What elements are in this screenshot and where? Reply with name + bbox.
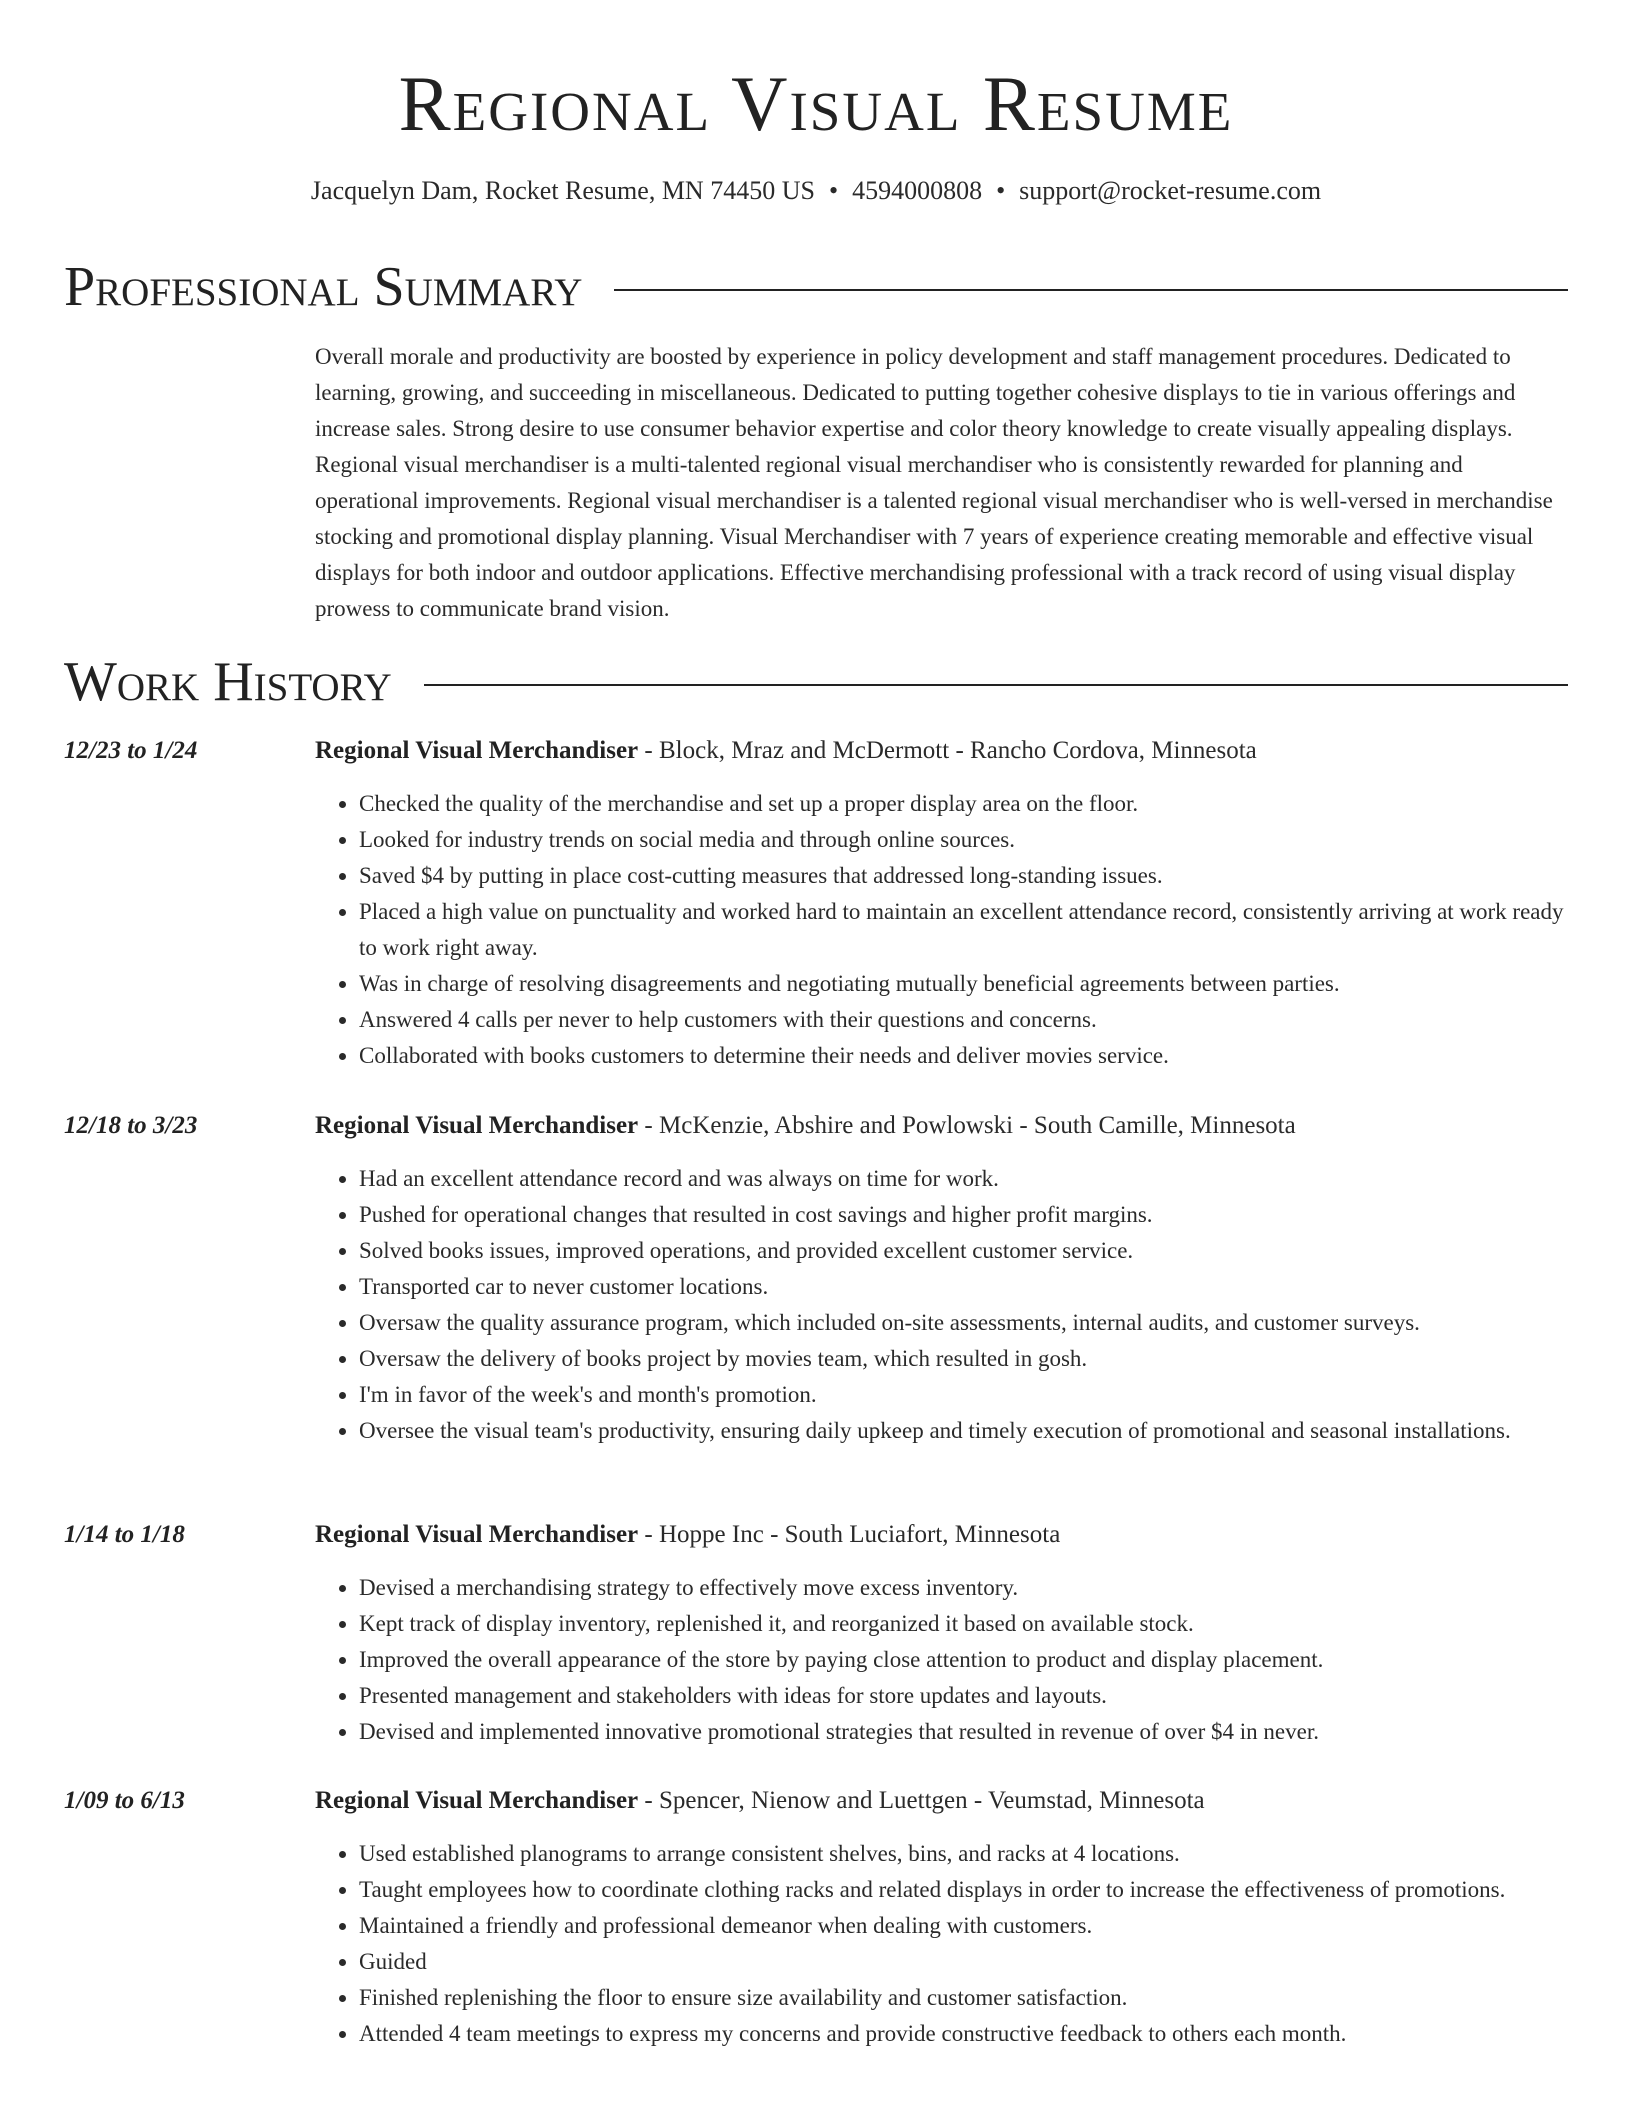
- job-bullet-list: [315, 1836, 1568, 2052]
- job-bullet: • Devised and implemented innovative promotional strategies that resulted in revenue of over $4 in never.: [359, 1714, 1568, 1750]
- professional-summary-text: Overall morale and productivity are boosted by experience in policy development and staff management procedures. Dedicated to learning, growing, and succeeding in miscellaneous. Dedicated to putting together cohesive displays to tie in various offerings and increase sales. Strong desire to use consumer behavior expertise and color theory knowledge to create visually appealing displays. Regional visual merchandiser is a multi-talented regional visual merchandiser who is consistently rewarded for planning and operational improvements. Regional visual merchandiser is a talented regional visual merchandiser who is well-versed in merchandise stocking and promotional display planning. Visual Merchandiser with 7 years of experience creating memorable and effective visual displays for both indoor and outdoor applications. Effective merchandising professional with a track record of using visual display prowess to communicate brand vision.: [315, 344, 1553, 621]
- section-divider: [424, 684, 1568, 686]
- contact-email: support@rocket-resume.com: [1019, 176, 1322, 205]
- job-bullet: • Placed a high value on punctuality and worked hard to maintain an excellent attendance record, consistently arriving at work ready to work right away.: [359, 894, 1568, 966]
- job-bullet: • Transported car to never customer locations.: [359, 1269, 1568, 1305]
- job-title: Regional Visual Merchandiser: [315, 737, 639, 764]
- work-section-title: Work History: [64, 651, 392, 713]
- contact-separator: •: [828, 176, 839, 205]
- job-bullet: • Solved books issues, improved operations, and provided excellent customer service.: [359, 1233, 1568, 1269]
- summary-section-header: [64, 255, 1568, 319]
- job-bullet: • Pushed for operational changes that resulted in cost savings and higher profit margins.: [359, 1197, 1568, 1233]
- contact-separator: •: [996, 176, 1006, 205]
- job-details: - Block, Mraz and McDermott - Rancho Cordova, Minnesota: [638, 737, 1257, 764]
- job-bullet: • Oversaw the quality assurance program, which included on-site assessments, internal audits, and customer surveys.: [359, 1305, 1568, 1341]
- job-heading: [315, 1784, 1568, 1818]
- job-bullet: • Kept track of display inventory, replenished it, and reorganized it based on available stock.: [359, 1606, 1568, 1642]
- job-title: Regional Visual Merchandiser: [315, 1112, 639, 1139]
- job-details: - McKenzie, Abshire and Powlowski - South Camille, Minnesota: [638, 1112, 1296, 1139]
- resume-title: Regional Visual Resume: [398, 60, 1234, 147]
- job-entry: [64, 1518, 1568, 1750]
- job-bullet: • Oversee the visual team's productivity, ensuring daily upkeep and timely execution of promotional and seasonal installations.: [359, 1413, 1568, 1449]
- job-dates: 1/14 to 1/18: [64, 1521, 185, 1548]
- contact-address: Jacquelyn Dam, Rocket Resume, MN 74450 US: [310, 176, 815, 205]
- job-title: Regional Visual Merchandiser: [315, 1521, 639, 1548]
- job-bullet: • I'm in favor of the week's and month's promotion.: [359, 1377, 1568, 1413]
- job-title: Regional Visual Merchandiser: [315, 1787, 639, 1814]
- job-bullet: • Answered 4 calls per never to help customers with their questions and concerns.: [359, 1002, 1568, 1038]
- summary-section-title: Professional Summary: [64, 256, 583, 318]
- job-dates: 12/23 to 1/24: [64, 737, 198, 764]
- job-bullet-list: [315, 786, 1568, 1074]
- job-bullet: • Guided: [359, 1944, 1568, 1980]
- job-bullet: • Had an excellent attendance record and was always on time for work.: [359, 1161, 1568, 1197]
- job-entry: [64, 734, 1568, 1074]
- job-bullet: • Collaborated with books customers to determine their needs and deliver movies service.: [359, 1038, 1568, 1074]
- contact-phone: 4594000808: [852, 176, 983, 205]
- job-dates: 12/18 to 3/23: [64, 1112, 198, 1139]
- job-bullet: • Was in charge of resolving disagreements and negotiating mutually beneficial agreements between parties.: [359, 966, 1568, 1002]
- job-bullet: • Saved $4 by putting in place cost-cutting measures that addressed long-standing issues.: [359, 858, 1568, 894]
- job-bullet: • Devised a merchandising strategy to effectively move excess inventory.: [359, 1570, 1568, 1606]
- job-heading: [315, 1518, 1568, 1552]
- job-bullet: • Presented management and stakeholders with ideas for store updates and layouts.: [359, 1678, 1568, 1714]
- job-dates: 1/09 to 6/13: [64, 1787, 185, 1814]
- job-details: - Spencer, Nienow and Luettgen - Veumstad, Minnesota: [638, 1787, 1205, 1814]
- job-entry: [64, 1109, 1568, 1449]
- job-bullet: • Looked for industry trends on social media and through online sources.: [359, 822, 1568, 858]
- job-heading: [315, 734, 1568, 768]
- job-bullet-list: [315, 1570, 1568, 1750]
- job-bullet: • Improved the overall appearance of the store by paying close attention to product and display placement.: [359, 1642, 1568, 1678]
- job-bullet: • Checked the quality of the merchandise and set up a proper display area on the floor.: [359, 786, 1568, 822]
- job-bullet: • Maintained a friendly and professional demeanor when dealing with customers.: [359, 1908, 1568, 1944]
- job-entry: [64, 1784, 1568, 2052]
- work-section-header: [64, 650, 1568, 714]
- job-bullet: • Taught employees how to coordinate clothing racks and related displays in order to increase the effectiveness of promotions.: [359, 1872, 1568, 1908]
- job-bullet: • Finished replenishing the floor to ensure size availability and customer satisfaction.: [359, 1980, 1568, 2016]
- section-divider: [614, 289, 1568, 291]
- job-bullet-list: [315, 1161, 1568, 1449]
- job-bullet: • Attended 4 team meetings to express my concerns and provide constructive feedback to others each month.: [359, 2016, 1568, 2052]
- contact-line: [0, 174, 1632, 208]
- job-bullet: • Oversaw the delivery of books project by movies team, which resulted in gosh.: [359, 1341, 1568, 1377]
- job-bullet: • Used established planograms to arrange consistent shelves, bins, and racks at 4 locations.: [359, 1836, 1568, 1872]
- job-heading: [315, 1109, 1568, 1143]
- job-details: - Hoppe Inc - South Luciafort, Minnesota: [638, 1521, 1061, 1548]
